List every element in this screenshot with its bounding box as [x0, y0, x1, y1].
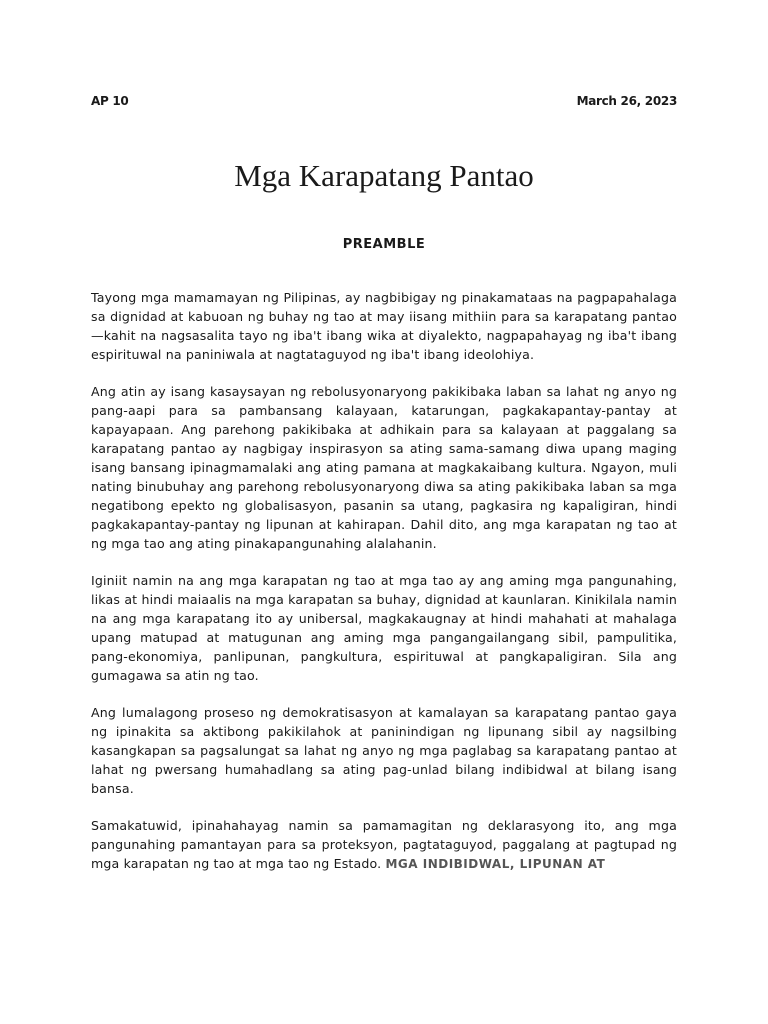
- paragraph-4: Ang lumalagong proseso ng demokratisasyon at kamalayan sa karapatang pantao gaya ng ipinakita sa aktibong pakikilahok at paninindigan ng lipunang sibil ay nagsilbing kasangkapan sa pagsalungat sa lahat ng anyo ng mga paglabag sa karapatang pantao at lahat ng pwersang humahadlang sa ating pag-unlad bilang indibidwal at bilang isang bansa.: [91, 705, 677, 796]
- document-body: [91, 288, 677, 892]
- paragraph-2: Ang atin ay isang kasaysayan ng rebolusyonaryong pakikibaka laban sa lahat ng anyo ng pang-aapi para sa pambansang kalayaan, katarungan, pagkakapantay-pantay at kapayapaan. Ang parehong pakikibaka at adhikain para sa kalayaan at paggalang sa karapatang pantao ay nagbigay inspirasyon sa ating sama-samang diwa upang maging isang bansang ipinagmamalaki ang ating pamana at magkakaibang kultura. Ngayon, muli nating binubuhay ang parehong rebolusyonaryong diwa sa ating pakikibaka laban sa mga negatibong epekto ng globalisasyon, pasanin sa utang, pagkasira ng kapaligiran, hindi pagkakapantay-pantay ng lipunan at kahirapan. Dahil dito, ang mga karapatan ng tao at ng mga tao ang ating pinakapangunahing alalahanin.: [91, 384, 677, 551]
- document-date: March 26, 2023: [576, 94, 677, 108]
- section-heading: PREAMBLE: [342, 237, 426, 252]
- document-title: Mga Karapatang Pantao: [234, 158, 534, 193]
- paragraph-1: Tayong mga mamamayan ng Pilipinas, ay nagbibigay ng pinakamataas na pagpapahalaga sa dignidad at kabuoan ng buhay ng tao at may iisang mithiin para sa karapatang pantao—kahit na nagsasalita tayo ng iba't ibang wika at diyalekto, nagpapahayag ng iba't ibang espirituwal na paniniwala at nagtataguyod ng iba't ibang ideolohiya.: [91, 290, 677, 362]
- paragraph-3: Iginiit namin na ang mga karapatan ng tao at mga tao ay ang aming mga pangunahing, likas at hindi maiaalis na mga karapatan sa buhay, dignidad at kaunlaran. Kinikilala namin na ang mga karapatang ito ay unibersal, magkakaugnay at hindi mahahati at mahalaga upang matupad at matugunan ang aming mga pangangailangang sibil, pampulitika, pang-ekonomiya, panlipunan, pangkultura, espirituwal at pangkapaligiran. Sila ang gumagawa sa atin ng tao.: [91, 573, 677, 683]
- paragraph-5-text: Samakatuwid, ipinahahayag namin sa pamamagitan ng deklarasyong ito, ang mga pangunahing pamantayan para sa proteksyon, pagtataguyod, paggalang at pagtupad ng mga karapatan ng tao at mga tao ng Estado.: [91, 818, 677, 871]
- document-header: [91, 94, 677, 108]
- paragraph-5: [91, 816, 677, 874]
- paragraph-5-highlight: MGA INDIBIDWAL, LIPUNAN AT: [385, 857, 606, 871]
- course-label: AP 10: [91, 94, 129, 108]
